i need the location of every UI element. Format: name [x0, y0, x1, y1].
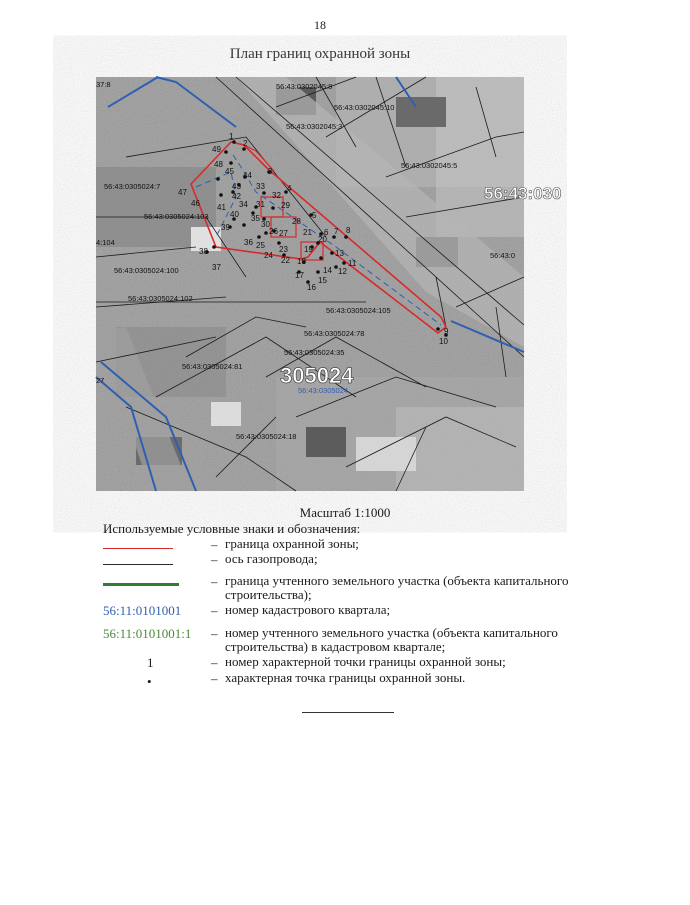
map-scale: Масштаб 1:1000	[299, 505, 391, 520]
svg-text:11: 11	[348, 259, 357, 268]
parcel-label: 37:8	[96, 80, 111, 89]
svg-text:25: 25	[256, 241, 265, 250]
parcel-label: 56:43:0302045:3	[286, 122, 343, 131]
svg-text:26: 26	[269, 227, 278, 236]
svg-text:34: 34	[239, 200, 248, 209]
svg-text:32: 32	[272, 191, 281, 200]
legend-point: • – характерная точка границы охранной зоны.	[147, 670, 466, 689]
svg-text:49: 49	[212, 145, 221, 154]
svg-text:21: 21	[303, 228, 312, 237]
parcel-label: 56:43:0305024:35	[284, 348, 345, 357]
svg-text:13: 13	[335, 249, 344, 258]
svg-text:37: 37	[212, 263, 221, 272]
svg-text:17: 17	[295, 271, 304, 280]
svg-text:3: 3	[268, 167, 273, 176]
parcel-label: 4:104	[96, 238, 115, 247]
svg-text:41: 41	[217, 203, 226, 212]
svg-text:31: 31	[256, 200, 265, 209]
cadastral-block-label: 56:43:0305024	[298, 386, 349, 395]
parcel-label: 56:43:0305024:105	[326, 306, 391, 315]
page-title: План границ охранной зоны	[229, 46, 411, 62]
parcel-label: 56:43:0	[490, 251, 516, 260]
legend-gas-axis: – ось газопровода;	[103, 552, 583, 566]
svg-text:10: 10	[439, 337, 448, 346]
svg-text:36: 36	[244, 238, 253, 247]
svg-text:14: 14	[323, 266, 332, 275]
svg-text:47: 47	[178, 188, 187, 197]
svg-text:27: 27	[279, 229, 288, 238]
parcel-label: 56:43:0305024:78	[304, 329, 365, 338]
black-line-icon	[103, 564, 173, 565]
svg-text:1: 1	[229, 132, 234, 141]
svg-text:9: 9	[444, 327, 449, 336]
svg-text:16: 16	[307, 283, 316, 292]
svg-text:35: 35	[251, 214, 260, 223]
legend-parcel-number: 56:11:0101001:1 – номер учтенного земельного участка (объекта капитального строительства) в кадастровом квартале;	[103, 625, 558, 654]
block-watermark: 305024	[280, 363, 354, 388]
svg-text:29: 29	[281, 201, 290, 210]
svg-text:20: 20	[318, 235, 327, 244]
svg-text:48: 48	[214, 160, 223, 169]
parcel-label: 56:43:0305024:102	[128, 294, 193, 303]
legend-title: Используемые условные знаки и обозначения:	[103, 521, 361, 536]
green-line-icon	[103, 583, 179, 586]
svg-text:38: 38	[199, 247, 208, 256]
svg-text:40: 40	[230, 210, 239, 219]
svg-text:44: 44	[243, 171, 252, 180]
svg-text:15: 15	[318, 276, 327, 285]
svg-text:43: 43	[232, 182, 241, 191]
parcel-label: 56:43:0302045:8	[276, 82, 333, 91]
parcel-label: 56:43:0305024:103	[144, 212, 209, 221]
svg-text:7: 7	[334, 227, 339, 236]
svg-text:2: 2	[243, 139, 248, 148]
svg-text:30: 30	[261, 220, 270, 229]
legend-point-number: 1 – номер характерной точки границы охранной зоны;	[147, 654, 506, 670]
svg-text:6: 6	[324, 228, 329, 237]
red-line-icon	[103, 548, 173, 549]
svg-text:22: 22	[281, 256, 290, 265]
svg-text:8: 8	[346, 226, 351, 235]
parcel-label: 56:43:0305024:81	[182, 362, 243, 371]
svg-text:4: 4	[287, 184, 292, 193]
parcel-label: 56:43:0305024:100	[114, 266, 179, 275]
svg-text:33: 33	[256, 182, 265, 191]
svg-text:23: 23	[279, 245, 288, 254]
legend-parcel-boundary: – граница учтенного земельного участка (объекта капитального строительства);	[103, 574, 583, 604]
svg-text:12: 12	[338, 267, 347, 276]
svg-text:45: 45	[225, 167, 234, 176]
parcel-label: 56:43:0305024:7	[104, 182, 161, 191]
svg-text:28: 28	[292, 217, 301, 226]
cadastral-map	[96, 77, 562, 491]
svg-text:39: 39	[221, 223, 230, 232]
parcel-label: 27	[96, 376, 105, 385]
parcel-label: 56:43:0305024:18	[236, 432, 297, 441]
block-watermark: 56:43:030	[484, 184, 562, 203]
parcel-label: 56:43:0302045:5	[401, 161, 458, 170]
svg-text:5: 5	[312, 211, 317, 220]
svg-text:18: 18	[297, 257, 306, 266]
svg-text:19: 19	[304, 245, 313, 254]
footer-rule	[302, 712, 394, 713]
svg-text:24: 24	[264, 251, 273, 260]
parcel-label: 56:43:0302045:10	[334, 103, 395, 112]
legend-zone-boundary: – граница охранной зоны;	[103, 537, 583, 551]
svg-text:42: 42	[232, 192, 241, 201]
page-number: 18	[314, 18, 326, 32]
svg-text:46: 46	[191, 199, 200, 208]
legend-cadastral-block: 56:11:0101001 – номер кадастрового квартала;	[103, 602, 391, 618]
